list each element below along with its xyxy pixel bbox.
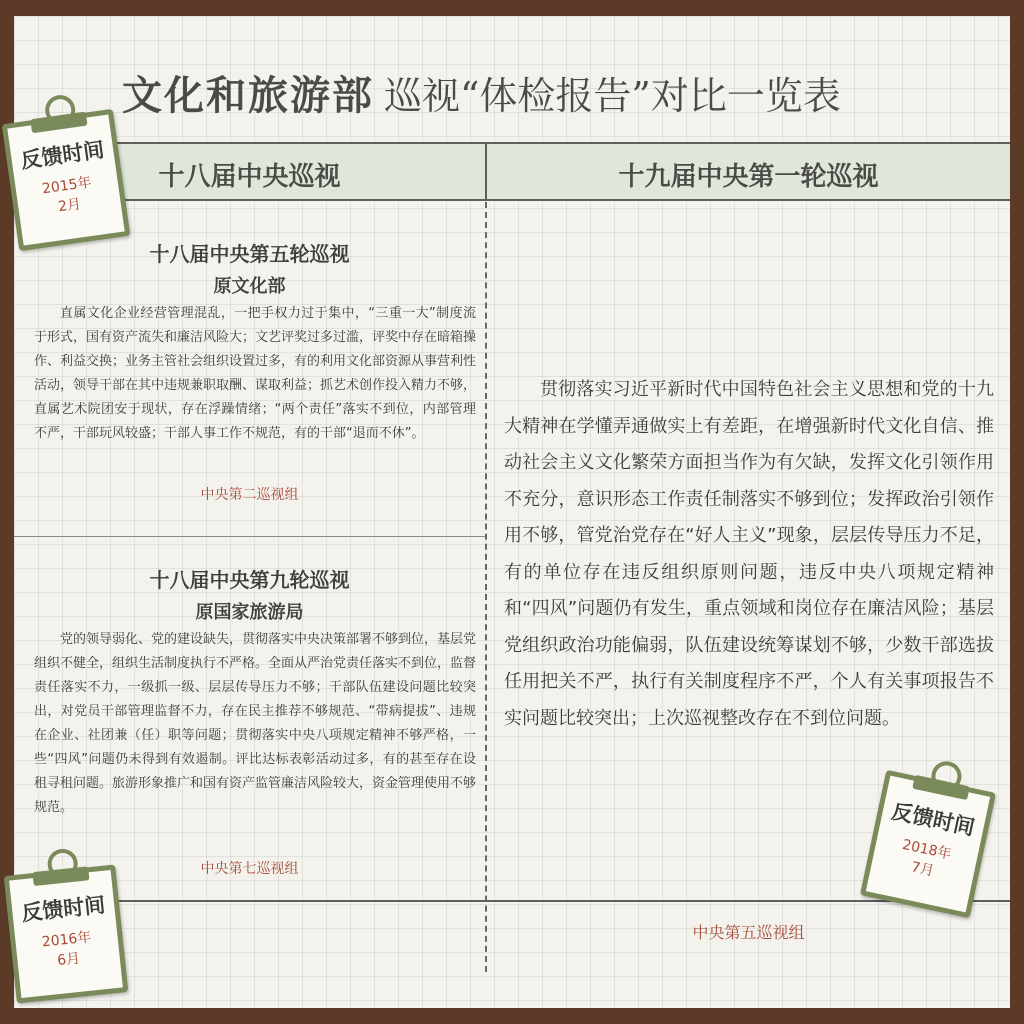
clipboard-month: 6月 (56, 950, 81, 970)
clipboard-month: 7月 (909, 859, 936, 880)
section-title-left-2: 十八届中央第九轮巡视 (149, 568, 350, 592)
clipboard-year: 2018年 (900, 836, 953, 863)
clipboard-feedback-2016 (4, 864, 129, 1003)
section-subtitle-left-1: 原文化部 (213, 276, 286, 297)
inspection-group-left-1: 中央第二巡视组 (200, 487, 299, 503)
left-section-divider (14, 536, 485, 537)
section-body-right: 贯彻落实习近平新时代中国特色社会主义思想和党的十九大精神在学懂弄通做实上有差距，在增强新时代文化自信、推动社会主义文化繁荣方面担当作为有欠缺，发挥文化引领作用不充分，意识形态工作责任制落实不够到位；发挥政治引领作用不够，管党治党存在“好人主义”现象，层层传导压力不足，有的单位存在违反组织原则问题，违反中央八项规定精神和“四风”问题仍有发生，重点领域和岗位存在廉洁风险；基层党组织政治功能偏弱，队伍建设统筹谋划不够，少数干部选拔任用把关不严，执行有关制度程序不严，个人有关事项报告不实问题比较突出；上次巡视整改存在不到位问题。 (504, 379, 994, 729)
inspection-group-right: 中央第五巡视组 (692, 923, 805, 942)
column-header-right: 十九届中央第一轮巡视 (618, 162, 879, 192)
section-subtitle-left-2: 原国家旅游局 (195, 602, 304, 623)
clipboard-label: 反馈时间 (19, 137, 106, 173)
clipboard-year: 2015年 (41, 174, 93, 198)
bottom-rule (14, 900, 1010, 902)
section-body-left-2: 党的领导弱化、党的建设缺失，贯彻落实中央决策部署不够到位，基层党组织不健全，组织生活制度执行不严格。全面从严治党责任落实不到位，监督责任落实不力，一级抓一级、层层传导压力不够；干部队伍建设问题比较突出，对党员干部管理监督不力，存在民主推荐不够规范、“带病提拔”、违规在企业、社团兼（任）职等问题；贯彻落实中央八项规定精神不够严格，一些“四风”问题仍未得到有效遏制。评比达标表彰活动过多，有的甚至存在设租寻租问题。旅游形象推广和国有资产监管廉洁风险较大，资金管理使用不够规范。 (34, 632, 477, 815)
header-top-rule (14, 142, 1010, 144)
paper-background (14, 16, 1010, 1008)
clipboard-label: 反馈时间 (20, 892, 107, 926)
clipboard-year: 2016年 (41, 929, 93, 951)
clipboard-label: 反馈时间 (889, 799, 977, 841)
column-divider (485, 202, 487, 972)
inspection-group-left-2: 中央第七巡视组 (200, 861, 299, 877)
title-main: 文化和旅游部 (122, 73, 374, 119)
title-sub: 巡视“体检报告”对比一览表 (384, 74, 841, 118)
header-bottom-rule (14, 199, 1010, 201)
section-body-left-1: 直属文化企业经营管理混乱，一把手权力过于集中，“三重一大”制度流于形式，国有资产流失和廉洁风险大；文艺评奖过多过滥，评奖中存在暗箱操作、利益交换；业务主管社会组织设置过多，有的利用文化部资源从事营利性活动，领导干部在其中违规兼职取酬、谋取利益；抓艺术创作投入精力不够，直属艺术院团安于现状，存在浮躁情绪；“两个责任”落实不到位，内部管理不严，干部玩风较盛；干部人事工作不规范，有的干部“退而不休”。 (34, 306, 477, 441)
page-title (122, 64, 841, 121)
clipboard-month: 2月 (57, 196, 83, 216)
column-header-left: 十八届中央巡视 (158, 162, 341, 192)
clipboard-feedback-2015 (2, 109, 131, 251)
section-title-left-1: 十八届中央第五轮巡视 (149, 242, 350, 266)
